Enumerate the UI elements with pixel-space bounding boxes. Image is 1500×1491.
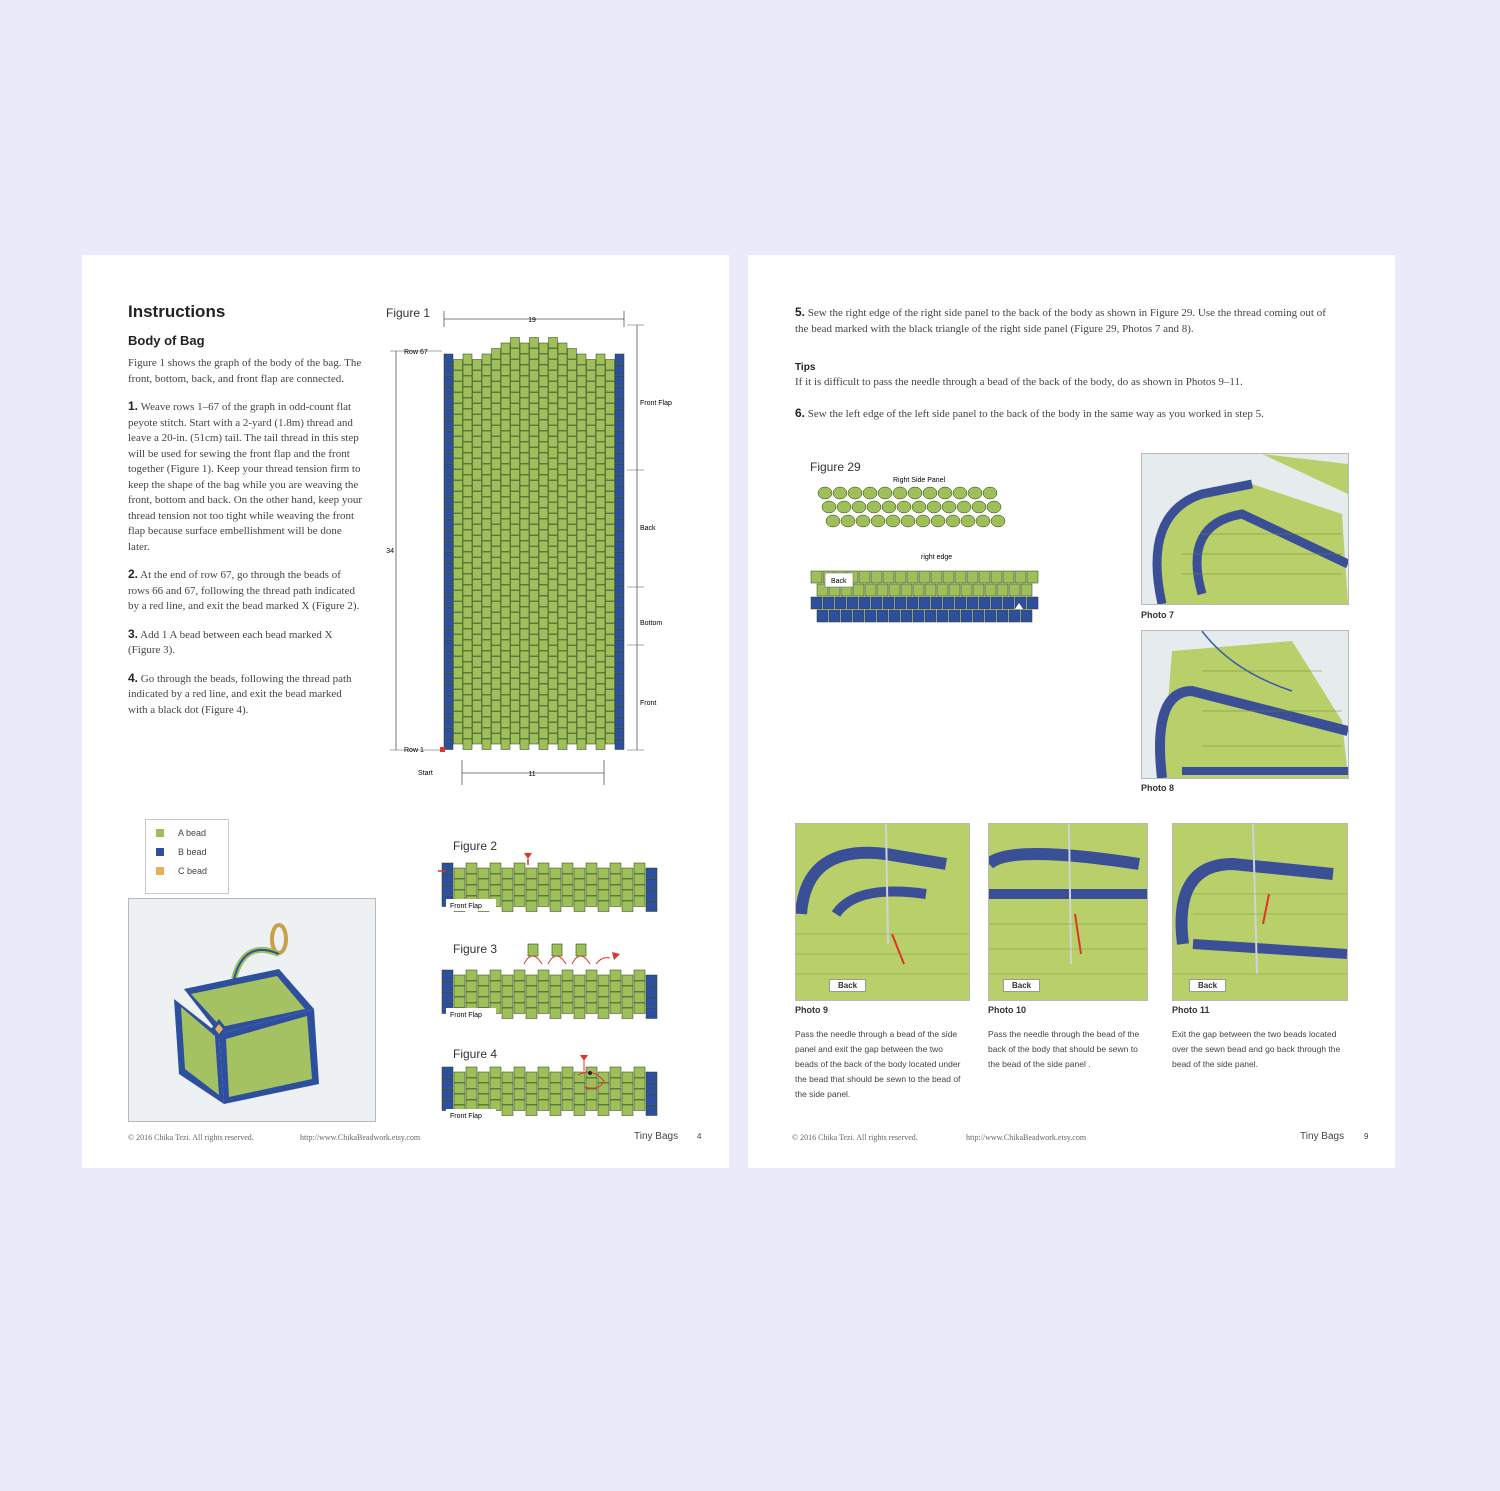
figure-29-title: Figure 29 xyxy=(810,460,861,474)
page-heading: Instructions xyxy=(128,302,226,321)
section-back: Back xyxy=(640,525,656,532)
photo-10-back-tag: Back xyxy=(1003,979,1040,992)
photo-9-back-tag: Back xyxy=(829,979,866,992)
legend-c-bead: C bead xyxy=(146,861,228,880)
step-1: 1. Weave rows 1–67 of the graph in odd-count flat peyote stitch. Start with a 2-yard (1.8m) thread and leave a 20-in. (51cm) tail. The tail thread in this step will be used for sewing the front flap and the front together (Figure 1). Keep your thread tension firm to keep the shape of the bag while you are weaving the front, bottom and back. On the other hand, keep your thread tension not too tight while weaving the front flap because surface embellishment will be done later. xyxy=(128,399,362,553)
figure-1-top-width: 19 xyxy=(528,317,536,324)
figure-1-title: Figure 1 xyxy=(386,306,431,320)
figure-4-label: Front Flap xyxy=(450,1113,482,1120)
step-5: 5. Sew the right edge of the right side panel to the back of the body as shown in Figure 29. Use the thread coming out of the bead marked with the black triangle of the right side panel (Figure 29, Photos 7 and 8). xyxy=(795,305,1326,335)
figure-1-bottom-width: 11 xyxy=(528,771,536,778)
figure-2-title: Figure 2 xyxy=(453,839,498,853)
photo-7 xyxy=(1141,453,1349,605)
step-3: 3. Add 1 A bead between each bead marked X (Figure 3). xyxy=(128,626,333,656)
figure-29-panel-label: Right Side Panel xyxy=(893,477,946,484)
photo-11-caption: Photo 11 xyxy=(1172,1005,1210,1015)
footer-copyright: © 2016 Chika Tezi. All rights reserved. xyxy=(128,1133,254,1142)
photo-11-illustration xyxy=(1173,824,1347,1000)
photo-11-back-tag: Back xyxy=(1189,979,1226,992)
swatch-c xyxy=(156,867,164,875)
left-page xyxy=(82,255,729,1168)
figure-3-graph xyxy=(432,942,682,1022)
photo-11-text: Exit the gap between the two beads located over the sewn bead and go back through the bead of the side panel. xyxy=(1172,1029,1341,1069)
figure-1-start: Start xyxy=(418,770,433,777)
figure-29-edge-label: right edge xyxy=(921,554,953,561)
step-2: 2. At the end of row 67, go through the beads of rows 66 and 67, following the thread path indicated by a red line, and exit the bead marked X (Figure 2). xyxy=(128,567,360,612)
photo-8 xyxy=(1141,630,1349,779)
legend-a-bead: A bead xyxy=(146,823,228,842)
photo-8-caption: Photo 8 xyxy=(1141,783,1174,793)
swatch-b xyxy=(156,848,164,856)
page-number-right: 9 xyxy=(1364,1132,1369,1141)
bead-legend xyxy=(145,819,229,894)
legend-b-bead: B bead xyxy=(146,842,228,861)
figure-3-title: Figure 3 xyxy=(453,942,498,956)
step-4: 4. Go through the beads, following the thread path indicated by a red line, and exit the bead marked with a black dot (Figure 4). xyxy=(128,670,352,716)
bag-illustration xyxy=(129,899,375,1121)
photo-10 xyxy=(988,823,1148,1001)
right-page xyxy=(748,255,1395,1168)
photo-9 xyxy=(795,823,970,1001)
photo-7-caption: Photo 7 xyxy=(1141,610,1174,620)
photo-8-illustration xyxy=(1142,631,1348,778)
figure-4-graph xyxy=(432,1055,682,1125)
figure-1-height: 34 xyxy=(386,548,394,555)
photo-10-illustration xyxy=(989,824,1147,1000)
tips-text: If it is difficult to pass the needle through a bead of the back of the body, do as shown in Photos 9–11. xyxy=(795,376,1243,388)
tips-heading: Tips xyxy=(795,362,816,373)
footer-url[interactable]: http://www.ChikaBeadwork.etsy.com xyxy=(300,1133,421,1142)
figure-1-row-top: Row 67 xyxy=(404,349,428,356)
section-bottom: Bottom xyxy=(640,620,663,627)
section-front: Front xyxy=(640,700,657,707)
swatch-a xyxy=(156,829,164,837)
footer-title: Tiny Bags xyxy=(634,1131,679,1142)
footer-url-right[interactable]: http://www.ChikaBeadwork.etsy.com xyxy=(966,1133,1087,1142)
figure-2-graph xyxy=(432,853,682,915)
footer-title-right: Tiny Bags xyxy=(1300,1131,1345,1142)
section-heading: Body of Bag xyxy=(128,333,205,348)
figure-3-label: Front Flap xyxy=(450,1012,482,1019)
figure-1-row-bottom: Row 1 xyxy=(404,747,424,754)
instructions-text xyxy=(128,356,364,730)
photo-11 xyxy=(1172,823,1348,1001)
section-front-flap: Front Flap xyxy=(640,400,672,407)
intro-paragraph: Figure 1 shows the graph of the body of the bag. The front, bottom, back, and front flap are connected. xyxy=(128,357,362,385)
photo-9-caption: Photo 9 xyxy=(795,1005,828,1015)
figure-29-back-label: Back xyxy=(831,578,847,585)
page-number: 4 xyxy=(697,1132,702,1141)
photo-7-illustration xyxy=(1142,454,1348,604)
figure-2-label: Front Flap xyxy=(450,903,482,910)
figure-29-graph xyxy=(803,473,1043,633)
figure-4-title: Figure 4 xyxy=(453,1047,498,1061)
footer-copyright-right: © 2016 Chika Tezi. All rights reserved. xyxy=(792,1133,918,1142)
figure-1-beads xyxy=(444,338,624,750)
photo-10-caption: Photo 10 xyxy=(988,1005,1027,1015)
photo-9-illustration xyxy=(796,824,969,1000)
figure-1-graph xyxy=(382,305,672,785)
photo-10-text: Pass the needle through the bead of the back of the body that should be sewn to the bead of the side panel . xyxy=(988,1029,1140,1069)
step-6: 6. Sew the left edge of the left side panel to the back of the body in the same way as you worked in step 5. xyxy=(795,406,1264,420)
bag-photo xyxy=(128,898,376,1122)
photo-9-text: Pass the needle through a bead of the side panel and exit the gap between the two beads of the back of the body located under the bead that should be sewn to the bead of the side panel. xyxy=(795,1029,961,1099)
